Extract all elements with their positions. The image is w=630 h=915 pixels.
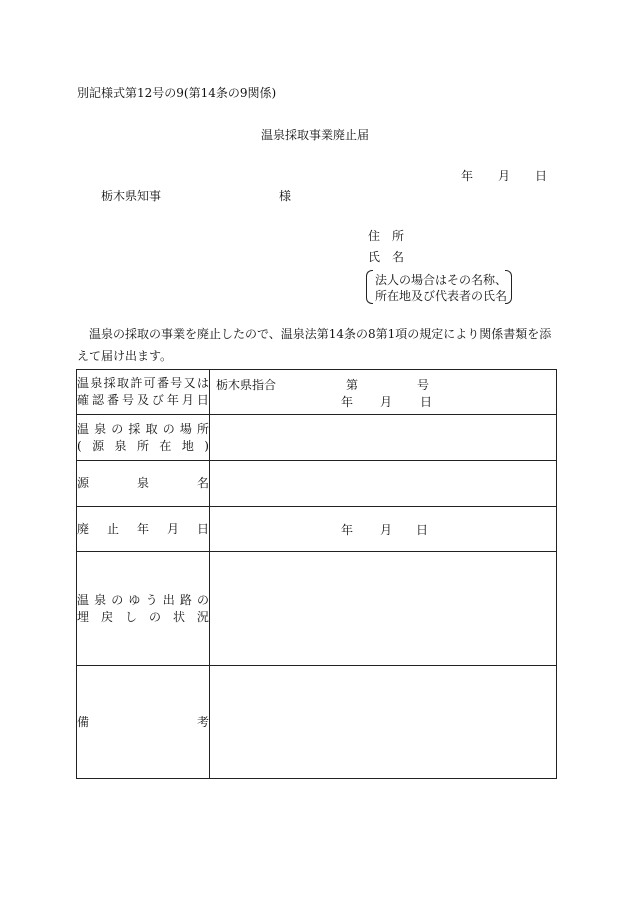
row-outlet-backfill <box>77 552 557 666</box>
date-day: 日 <box>535 169 548 183</box>
abolish-month: 月 <box>380 523 393 537</box>
label-char: 認 <box>91 393 104 407</box>
label-char: 源 <box>92 438 105 453</box>
label-char: 泉 <box>90 376 103 390</box>
label-char: 年 <box>136 521 149 536</box>
label-outlet-backfill <box>77 552 210 666</box>
label-char: 出 <box>162 592 175 607</box>
label-char: 番 <box>106 393 119 407</box>
label-char: 泉 <box>114 438 127 453</box>
row-abolish-date <box>77 507 557 552</box>
label-char: 地 <box>181 438 194 453</box>
row-location <box>77 415 557 461</box>
label-char: 泉 <box>136 476 149 490</box>
addressee-name: 栃木県知事 <box>101 189 162 203</box>
label-char: は <box>196 376 209 390</box>
label-char: 源 <box>77 476 90 490</box>
label-abolish-date <box>77 507 210 552</box>
label-char: ( <box>77 438 82 453</box>
date-month: 月 <box>498 169 511 183</box>
label-char: 採 <box>128 421 141 436</box>
label-char: 温 <box>77 376 90 390</box>
label-char: の <box>196 592 209 607</box>
label-char: 泉 <box>94 421 107 436</box>
label-char: 況 <box>196 609 209 624</box>
row-permit-number <box>77 370 557 415</box>
label-char: の <box>162 421 175 436</box>
abolish-day: 日 <box>416 523 429 537</box>
permit-prefix: 栃木県指合 <box>216 378 277 392</box>
label-char: 泉 <box>94 592 107 607</box>
label-char: し <box>124 609 137 624</box>
label-char: の <box>111 421 124 436</box>
label-char: 取 <box>145 421 158 436</box>
label-spring-name <box>77 461 210 507</box>
permit-dai: 第 <box>346 378 359 392</box>
label-char: 及 <box>136 393 149 407</box>
label-char: の <box>111 592 124 607</box>
label-char: 月 <box>166 521 179 536</box>
value-outlet-backfill[interactable] <box>210 552 557 666</box>
label-location-line1 <box>77 421 209 438</box>
label-abolish-date-line <box>77 521 209 538</box>
corporate-note <box>366 270 512 304</box>
label-char: 埋 <box>77 609 90 624</box>
label-char: 又 <box>183 376 196 390</box>
label-spring-name-line <box>77 475 209 492</box>
label-char: び <box>151 393 164 407</box>
label-char: 取 <box>116 376 129 390</box>
label-char: 温 <box>77 592 90 607</box>
label-char: う <box>145 592 158 607</box>
value-remarks[interactable] <box>210 666 557 779</box>
address-label: 住 所 <box>368 229 405 243</box>
label-permit-number <box>77 370 210 415</box>
label-char: ) <box>204 438 209 453</box>
abolish-year: 年 <box>341 523 354 537</box>
label-char: 所 <box>196 421 209 436</box>
label-char: 確 <box>77 393 90 407</box>
corporate-note-line1: 法人の場合はその名称、 <box>375 273 508 287</box>
label-permit-line2 <box>77 392 209 409</box>
label-outlet-line1 <box>77 592 209 609</box>
label-char: 所 <box>136 438 149 453</box>
addressee-honorific: 様 <box>279 189 292 203</box>
permit-go: 号 <box>417 378 430 392</box>
label-char: ゆ <box>128 592 141 607</box>
label-permit-line1 <box>77 375 209 392</box>
label-char: 考 <box>196 714 209 729</box>
label-char: 号 <box>170 376 183 390</box>
value-permit-number[interactable] <box>210 370 557 415</box>
value-abolish-date[interactable] <box>210 507 557 552</box>
label-char: 名 <box>196 476 209 490</box>
label-char: 年 <box>166 393 179 407</box>
form-reference: 別記様式第12号の9(第14条の9関係) <box>77 86 277 100</box>
document-title: 温泉採取事業廃止届 <box>260 128 369 142</box>
label-char: 路 <box>179 592 192 607</box>
label-location <box>77 415 210 461</box>
label-char: 日 <box>196 393 209 407</box>
corporate-note-line2: 所在地及び代表者の氏名 <box>375 289 508 303</box>
label-char: の <box>148 609 161 624</box>
label-outlet-line2 <box>77 609 209 626</box>
label-remarks <box>77 666 210 779</box>
row-remarks <box>77 666 557 779</box>
label-char: 可 <box>143 376 156 390</box>
declaration-text: 温泉の採取の事業を廃止したので、温泉法第14条の8第1項の規定により関係書類を添えて届け出ます。 <box>77 327 552 363</box>
permit-year: 年 <box>341 395 354 409</box>
value-spring-name[interactable] <box>210 461 557 507</box>
notification-table <box>76 369 557 779</box>
label-char: 月 <box>181 393 194 407</box>
name-label: 氏 名 <box>368 250 405 264</box>
row-spring-name <box>77 461 557 507</box>
left-bracket <box>366 270 373 304</box>
permit-day: 日 <box>420 395 433 409</box>
label-remarks-line <box>77 714 209 731</box>
label-char: 戻 <box>100 609 113 624</box>
label-char: 廃 <box>77 521 90 536</box>
label-char: 温 <box>77 421 90 436</box>
label-char: 場 <box>179 421 192 436</box>
label-char: 番 <box>156 376 169 390</box>
permit-month: 月 <box>380 395 393 409</box>
label-char: 採 <box>103 376 116 390</box>
label-char: 止 <box>106 521 119 536</box>
label-char: 備 <box>77 714 90 729</box>
label-char: 号 <box>121 393 134 407</box>
date-year: 年 <box>461 169 474 183</box>
label-location-line2 <box>77 438 209 455</box>
label-char: 日 <box>196 521 209 536</box>
value-location[interactable] <box>210 415 557 461</box>
label-char: 状 <box>172 609 185 624</box>
label-char: 許 <box>130 376 143 390</box>
label-char: 在 <box>159 438 172 453</box>
